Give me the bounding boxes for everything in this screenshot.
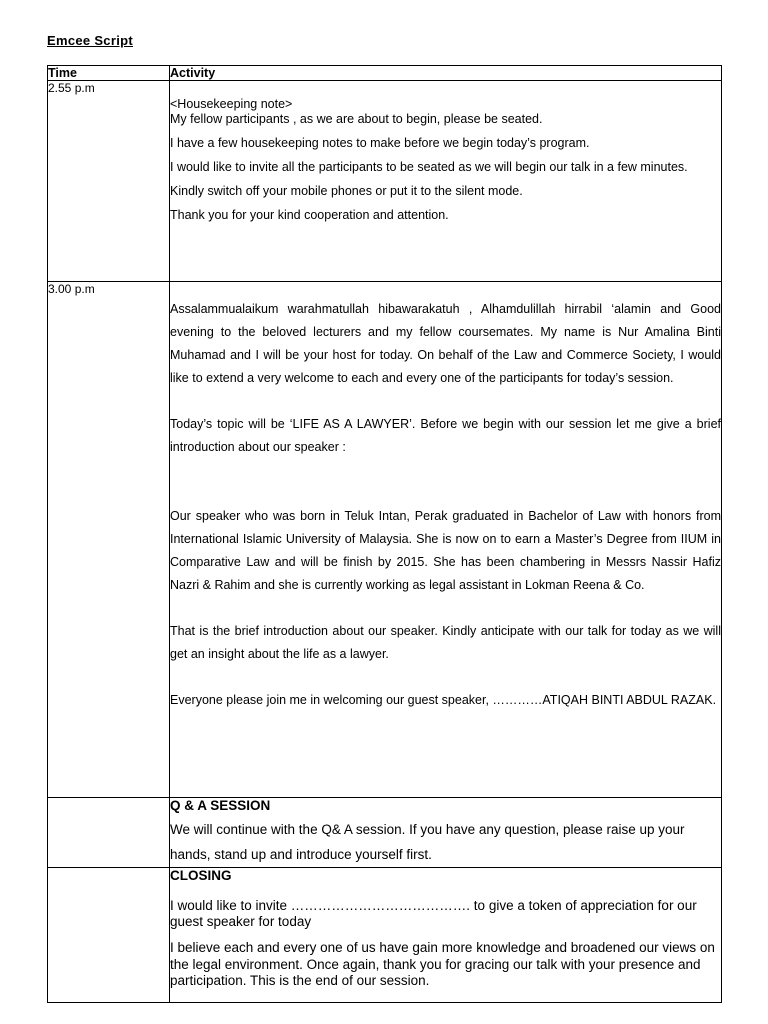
paragraph: We will continue with the Q& A session. If you have any question, please raise up your hands, stand up and introduce yourself first. [170,822,685,862]
paragraph: Everyone please join me in welcoming our guest speaker, …………ATIQAH BINTI ABDUL RAZAK. [170,693,717,707]
activity-cell [170,81,722,282]
table-header-row [48,66,722,81]
table-row-closing [48,868,722,1003]
paragraph: I believe each and every one of us have gain more knowledge and broadened our views on the legal environment. Once again, thank you for gracing our talk with your presence and participation. This is the end of our session. [170,940,715,988]
housekeeping-tag: <Housekeeping note> [170,97,293,111]
table-row-housekeeping [48,81,722,282]
emcee-script-table [47,65,722,1003]
paragraph: Our speaker who was born in Teluk Intan, Perak graduated in Bachelor of Law with honors from International Islamic University of Malaysia. She is now on to earn a Master’s Degree from IIUM in Comparative Law and will be finish by 2015. She has been chambering in Messrs Nassir Hafiz Nazri & Rahim and she is currently working as legal assistant in Lokman Reena & Co. [170,509,721,592]
activity-cell [170,798,722,868]
paragraph: I would like to invite all the participants to be seated as we will begin our talk in a few minutes. [170,160,688,174]
section-heading: CLOSING [170,868,232,883]
activity-cell [170,282,722,798]
time-cell: 3.00 p.m [48,282,170,798]
time-cell [48,868,170,1003]
paragraph: That is the brief introduction about our speaker. Kindly anticipate with our talk for today as we will get an insight about the life as a lawyer. [170,624,721,661]
paragraph: I would like to invite …………………………………. to give a token of appreciation for our guest speaker for today [170,898,697,929]
paragraph: Assalammualaikum warahmatullah hibawarakatuh , Alhamdulillah hirrabil ‘alamin and Good evening to the beloved lecturers and my fellow coursemates. My name is Nur Amalina Binti Muhamad and I will be your host for today. On behalf of the Law and Commerce Society, I would like to extend a very welcome to each and every one of the participants for today’s session. [170,302,721,385]
table-row-qa-session [48,798,722,868]
time-cell [48,798,170,868]
section-heading: Q & A SESSION [170,798,271,813]
table-row-opening [48,282,722,798]
time-cell: 2.55 p.m [48,81,170,282]
column-header-activity: Activity [170,66,722,81]
document-title: Emcee Script [47,33,133,48]
paragraph: I have a few housekeeping notes to make before we begin today’s program. [170,136,590,150]
activity-cell [170,868,722,1003]
paragraph: My fellow participants , as we are about to begin, please be seated. [170,112,543,126]
paragraph: Kindly switch off your mobile phones or put it to the silent mode. [170,184,523,198]
paragraph: Today’s topic will be ‘LIFE AS A LAWYER’. Before we begin with our session let me give a brief introduction about our speaker : [170,417,721,454]
column-header-time: Time [48,66,170,81]
paragraph: Thank you for your kind cooperation and attention. [170,208,449,222]
